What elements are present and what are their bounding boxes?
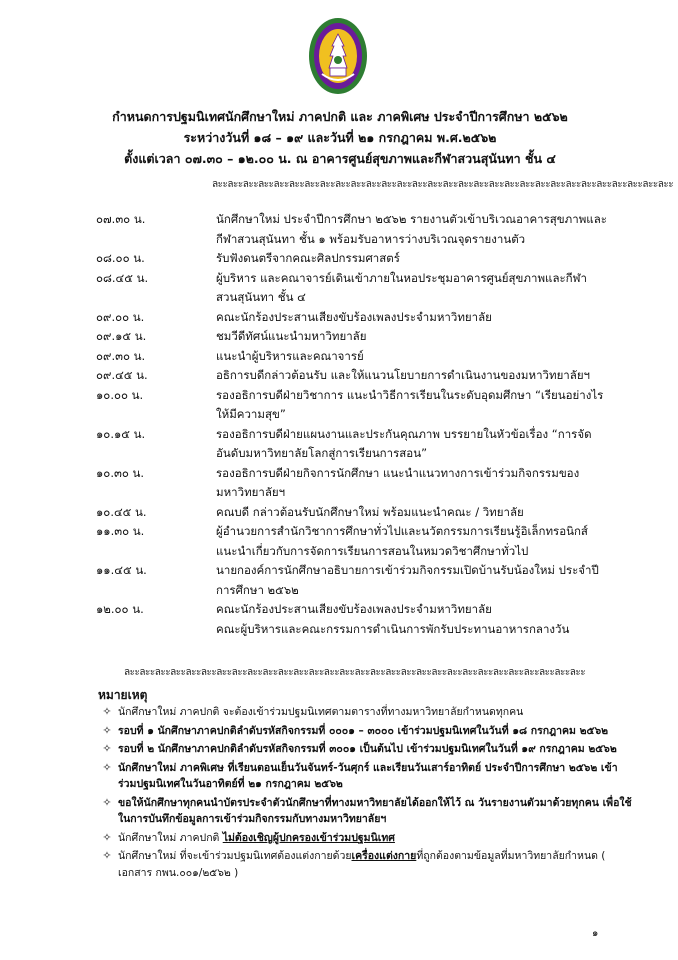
schedule-description	[216, 269, 620, 308]
diamond-bullet-icon: ✧	[102, 795, 112, 809]
title-line-2: ระหว่างวันที่ ๑๘ – ๑๙ และวันที่ ๒๑ กรกฎาคม พ.ศ.๒๕๖๒	[183, 130, 497, 145]
schedule-time: ๐๘.๔๕ น.	[96, 270, 149, 285]
note-text	[118, 760, 636, 793]
schedule-time: ๑๒.๐๐ น.	[96, 602, 144, 616]
schedule-description	[216, 386, 620, 425]
note-text-main: นักศึกษาใหม่ ภาคปกติ จะต้องเข้าร่วมปฐมนิเทศตามตารางที่ทางมหาวิทยาลัยกำหนดทุกคน	[118, 706, 524, 718]
note-text-main: ขอให้นักศึกษาทุกคนนำบัตรประจำตัวนักศึกษาที่ทางมหาวิทยาลัยได้ออกให้ไว้ ณ วันรายงานตัวมาด้วยทุกคน เพื่อใช้ในการบันทึกข้อมูลการเข้าร่วมกิจกรรมกับทางมหาวิทยาลัยฯ	[118, 796, 632, 825]
university-emblem-icon	[308, 16, 368, 96]
schedule-row	[96, 386, 620, 425]
description-line: อธิการบดีกล่าวต้อนรับ และให้แนวนโยบายการดำเนินงานของมหาวิทยาลัยฯ	[216, 368, 591, 382]
schedule-row	[96, 249, 620, 269]
schedule-time: ๐๙.๓๐ น.	[96, 348, 146, 363]
schedule-row	[96, 210, 620, 249]
description-line: คณะผู้บริหารและคณะกรรมการดำเนินการพักรับประทานอาหารกลางวัน	[216, 621, 570, 636]
schedule-description	[216, 561, 620, 600]
description-line: รับฟังดนตรีจากคณะศิลปกรรมศาสตร์	[216, 251, 400, 265]
description-line: ผู้บริหาร และคณาจารย์เดินเข้าภายในหอประชุมอาคารศูนย์สุขภาพและกีฬา	[216, 270, 587, 285]
schedule-row	[96, 347, 620, 367]
note-item	[96, 848, 636, 881]
title-line-3: ตั้งแต่เวลา ๐๗.๓๐ – ๑๒.๐๐ น. ณ อาคารศูนย์สุขภาพและกีฬาสวนสุนันทา ชั้น ๔	[124, 151, 556, 166]
schedule-time: ๐๘.๐๐ น.	[96, 251, 145, 265]
ornamental-divider-top: ละะละะละะละะละะละะละะละะละะละะละะละะละะละะละะละะละะละะละะละะละะละะละะละะละะละะละะละะละะละะ	[212, 179, 674, 190]
schedule-description	[216, 464, 620, 503]
note-text-underlined: เครื่องแต่งกาย	[351, 850, 417, 862]
schedule-row	[96, 366, 620, 386]
description-line: มหาวิทยาลัยฯ	[216, 485, 286, 499]
description-line: สวนสุนันทา ชั้น ๔	[216, 290, 306, 304]
schedule-description	[216, 503, 620, 523]
schedule-time: ๑๐.๓๐ น.	[96, 465, 145, 480]
note-text	[118, 741, 636, 758]
description-line: นายกองค์การนักศึกษาอธิบายการเข้าร่วมกิจกรรมเปิดบ้านรับน้องใหม่ ประจำปี	[216, 563, 599, 577]
page-number: ๑	[592, 928, 599, 939]
note-text-main: นักศึกษาใหม่ ภาคปกติ	[118, 831, 223, 844]
diamond-bullet-icon: ✧	[102, 705, 112, 718]
note-text-main: รอบที่ ๑ นักศึกษาภาคปกติลำดับรหัสกิจกรรมที่ ๐๐๐๑ – ๓๐๐๐ เข้าร่วมปฐมนิเทศในวันที่ ๑๘ กรกฎาคม ๒๕๖๒	[118, 724, 609, 737]
title-line-1: กำหนดการปฐมนิเทศนักศึกษาใหม่ ภาคปกติ และ ภาคพิเศษ ประจำปีการศึกษา ๒๕๖๒	[112, 109, 568, 124]
schedule-description	[216, 600, 620, 639]
note-text	[118, 704, 636, 721]
schedule-description	[216, 347, 620, 367]
note-text	[118, 848, 636, 881]
note-text	[118, 795, 636, 828]
schedule-row	[96, 308, 620, 328]
schedule-row	[96, 503, 620, 523]
description-line: ผู้อำนวยการสำนักวิชาการศึกษาทั่วไปและนวัตกรรมการเรียนรู้อิเล็กทรอนิกส์	[216, 524, 588, 538]
schedule-row	[96, 561, 620, 600]
schedule-time: ๑๐.๐๐ น.	[96, 387, 144, 402]
note-item	[96, 830, 636, 847]
schedule-row	[96, 327, 620, 347]
schedule-row	[96, 522, 620, 561]
description-line: ชมวีดีทัศน์แนะนำมหาวิทยาลัย	[216, 329, 367, 343]
schedule-time: ๐๙.๐๐ น.	[96, 309, 145, 324]
schedule-time: ๐๗.๓๐ น.	[96, 212, 146, 226]
diamond-bullet-icon: ✧	[102, 760, 112, 774]
note-item	[96, 760, 636, 793]
schedule-row	[96, 269, 620, 308]
schedule-list	[96, 210, 620, 639]
schedule-description	[216, 210, 620, 249]
diamond-bullet-icon: ✧	[102, 830, 112, 844]
note-text-underlined: ไม่ต้องเชิญผู้ปกครองเข้าร่วมปฐมนิเทศ	[222, 831, 395, 844]
diamond-bullet-icon: ✧	[102, 849, 112, 862]
note-item	[96, 704, 636, 721]
description-line: ให้มีความสุข”	[216, 407, 286, 421]
schedule-time: ๑๐.๑๕ น.	[96, 426, 146, 441]
note-text	[118, 830, 636, 847]
notes-title: หมายเหตุ	[98, 688, 148, 702]
description-line: นักศึกษาใหม่ ประจำปีการศึกษา ๒๕๖๒ รายงานตัวเข้าบริเวณอาคารสุขภาพและ	[216, 212, 607, 226]
schedule-description	[216, 366, 620, 386]
ornamental-divider-bottom: ละะละะละะละะละะละะละะละะละะละะละะละะละะละะละะละะละะละะละะละะละะละะละะละะละะละะละะละะละะละะ	[124, 667, 586, 678]
note-text-main: รอบที่ ๒ นักศึกษาภาคปกติลำดับรหัสกิจกรรมที่ ๓๐๐๑ เป็นต้นไป เข้าร่วมปฐมนิเทศในวันที่ ๑๙ กรกฎาคม ๒๕๖๒	[118, 743, 617, 755]
document-header	[60, 106, 620, 169]
note-item	[96, 795, 636, 828]
schedule-row	[96, 600, 620, 639]
schedule-description	[216, 425, 620, 464]
schedule-time: ๐๙.๔๕ น.	[96, 368, 148, 382]
schedule-time: ๑๐.๔๕ น.	[96, 504, 147, 519]
diamond-bullet-icon: ✧	[102, 742, 112, 755]
note-item	[96, 723, 636, 740]
description-line: แนะนำเกี่ยวกับการจัดการเรียนการสอนในหมวดวิชาศึกษาทั่วไป	[216, 543, 529, 558]
description-line: คณบดี กล่าวต้อนรับนักศึกษาใหม่ พร้อมแนะนำคณะ / วิทยาลัย	[216, 504, 524, 519]
notes-list	[96, 704, 636, 881]
note-text-after: ที่ถูกต้องตามข้อมูลที่มหาวิทยาลัยกำหนด ( เอกสาร กพน.๐๐๑/๒๕๖๒ )	[118, 850, 606, 879]
note-text-main: นักศึกษาใหม่ ที่จะเข้าร่วมปฐมนิเทศต้องแต่งกายด้วย	[118, 850, 352, 862]
schedule-time: ๑๑.๔๕ น.	[96, 563, 147, 577]
schedule-description	[216, 249, 620, 269]
schedule-description	[216, 327, 620, 347]
schedule-description	[216, 308, 620, 328]
description-line: แนะนำผู้บริหารและคณาจารย์	[216, 348, 364, 363]
note-text-main: นักศึกษาใหม่ ภาคพิเศษ ที่เรียนตอนเย็นวันจันทร์-วันศุกร์ และเรียนวันเสาร์อาทิตย์ ประจำปีการศึกษา ๒๕๖๒ เข้าร่วมปฐมนิเทศในวันอาทิตย์ที่ ๒๑ กรกฎาคม ๒๕๖๒	[118, 761, 618, 790]
note-text	[118, 723, 636, 740]
description-line: กีฬาสวนสุนันทา ชั้น ๑ พร้อมรับอาหารว่างบริเวณจุดรายงานตัว	[216, 231, 526, 246]
notes-section	[96, 686, 636, 883]
description-line: รองอธิการบดีฝ่ายวิชาการ แนะนำวิธีการเรียนในระดับอุดมศึกษา “เรียนอย่างไร	[216, 387, 604, 402]
diamond-bullet-icon: ✧	[102, 723, 112, 737]
description-line: รองอธิการบดีฝ่ายกิจการนักศึกษา แนะนำแนวทางการเข้าร่วมกิจกรรมของ	[216, 465, 580, 480]
description-line: คณะนักร้องประสานเสียงขับร้องเพลงประจำมหาวิทยาลัย	[216, 602, 492, 616]
schedule-row	[96, 425, 620, 464]
description-line: รองอธิการบดีฝ่ายแผนงานและประกันคุณภาพ บรรยายในหัวข้อเรื่อง “การจัด	[216, 426, 592, 441]
description-line: การศึกษา ๒๕๖๒	[216, 582, 299, 597]
schedule-time: ๐๙.๑๕ น.	[96, 329, 147, 343]
description-line: คณะนักร้องประสานเสียงขับร้องเพลงประจำมหาวิทยาลัย	[216, 309, 492, 324]
note-item	[96, 741, 636, 758]
schedule-description	[216, 522, 620, 561]
schedule-row	[96, 464, 620, 503]
schedule-time: ๑๑.๓๐ น.	[96, 524, 145, 538]
description-line: อันดับมหาวิทยาลัยโลกสู่การเรียนการสอน”	[216, 446, 428, 460]
